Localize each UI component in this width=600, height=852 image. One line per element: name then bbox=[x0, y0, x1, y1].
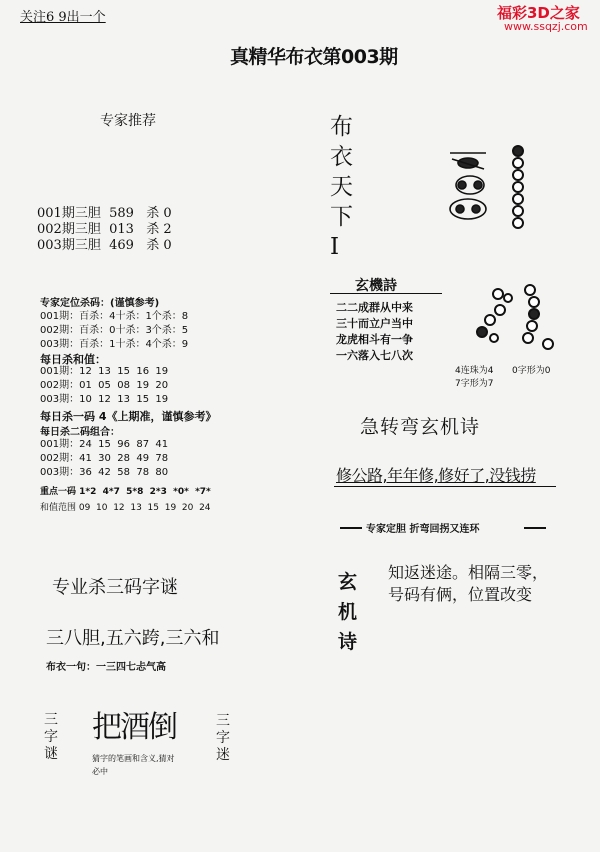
sum-range-line: 和值范围 09 10 12 13 15 19 20 24 bbox=[40, 503, 211, 513]
poem-lines bbox=[336, 300, 413, 364]
riddle-saying: 布衣一句：一三四七忐气高 bbox=[46, 662, 166, 673]
two-code-list bbox=[40, 438, 168, 480]
picture-note-four: 4连珠为4 bbox=[455, 366, 494, 376]
position-kill-list bbox=[40, 310, 188, 352]
position-kill-heading: 专家定位杀码：(谨慎参考) bbox=[40, 298, 160, 309]
right-riddle-label: 三字迷 bbox=[216, 713, 230, 763]
poem-line: 一六落入七八次 bbox=[336, 349, 413, 362]
left-riddle-label: 三字谜 bbox=[44, 712, 58, 762]
final-lines bbox=[388, 562, 548, 606]
picture-note-seven: 7字形为7 bbox=[455, 379, 494, 389]
page-title: 真精华布衣第003期 bbox=[230, 46, 398, 68]
center-riddle-note: 猜字的笔画和含义,猜对必中 bbox=[92, 754, 175, 776]
two-code-row: 003期：36 42 58 78 80 bbox=[40, 467, 169, 478]
expert-heading: 专家推荐 bbox=[100, 113, 156, 129]
sum-kill-heading: 每日杀和值： bbox=[40, 353, 106, 366]
bead-picture-1 bbox=[440, 143, 540, 233]
bead-picture-2 bbox=[470, 282, 560, 357]
final-line: 知返迷途。相隔三零， bbox=[388, 563, 549, 582]
turn-poem-title: 急转弯玄机诗 bbox=[360, 416, 481, 438]
banner-left-rule bbox=[340, 527, 362, 529]
site-name[interactable]: 福彩3D之家 bbox=[497, 4, 580, 22]
site-url[interactable]: www.ssqzj.com bbox=[504, 20, 588, 33]
bead-chain bbox=[477, 285, 553, 349]
banner-text: 专家定胆 折弯回拐又连环 bbox=[366, 524, 480, 535]
sum-kill-row: 002期：01 05 08 19 20 bbox=[40, 380, 169, 391]
riddle-heading: 专业杀三码字谜 bbox=[52, 577, 178, 598]
poem-rule bbox=[330, 293, 442, 294]
two-code-row: 002期：41 30 28 49 78 bbox=[40, 453, 169, 464]
poem-line: 三十而立户当中 bbox=[336, 317, 413, 330]
sum-kill-list bbox=[40, 365, 168, 407]
riddle-main: 三八胆,五六跨,三六和 bbox=[46, 628, 220, 649]
center-riddle-word: 把酒倒 bbox=[92, 710, 176, 745]
road-line: 修公路,年年修,修好了,没钱捞 bbox=[336, 466, 536, 485]
side-vertical-title: 玄机诗 bbox=[338, 571, 358, 653]
poem-line: 二二成群从中来 bbox=[336, 301, 413, 314]
final-line: 号码有俩，位置改变 bbox=[388, 585, 533, 604]
one-code-line: 每日杀一码 4《上期准，谨慎参考》 bbox=[40, 410, 217, 423]
follow-note: 关注6 9出一个 bbox=[20, 10, 106, 25]
sum-kill-row: 001期：12 13 15 16 19 bbox=[40, 366, 169, 377]
bug-figure bbox=[450, 153, 486, 219]
position-kill-row: 001期：百杀：4十杀：1个杀：8 bbox=[40, 311, 189, 322]
expert-row: 001期三胆 589 杀 0 bbox=[37, 206, 172, 221]
road-rule bbox=[334, 486, 556, 487]
banner-right-rule bbox=[524, 527, 546, 529]
expert-row: 002期三胆 013 杀 2 bbox=[37, 222, 172, 237]
expert-row: 003期三胆 469 杀 0 bbox=[37, 238, 172, 253]
expert-list bbox=[37, 206, 172, 254]
bead-column bbox=[513, 146, 523, 228]
vertical-title: 布衣天下I bbox=[330, 114, 353, 260]
two-code-heading: 每日杀二码组合： bbox=[40, 427, 120, 438]
sum-kill-row: 003期：10 12 13 15 19 bbox=[40, 394, 169, 405]
poem-title: 玄機詩 bbox=[355, 278, 397, 294]
position-kill-row: 002期：百杀：0十杀：3个杀：5 bbox=[40, 325, 189, 336]
poem-line: 龙虎相斗有一争 bbox=[336, 333, 413, 346]
position-kill-row: 003期：百杀：1十杀：4个杀：9 bbox=[40, 339, 189, 350]
key-codes-line: 重点一码 1*2 4*7 5*8 2*3 *0* *7* bbox=[40, 487, 211, 497]
picture-note-zero: 0字形为0 bbox=[512, 366, 551, 376]
two-code-row: 001期：24 15 96 87 41 bbox=[40, 439, 169, 450]
